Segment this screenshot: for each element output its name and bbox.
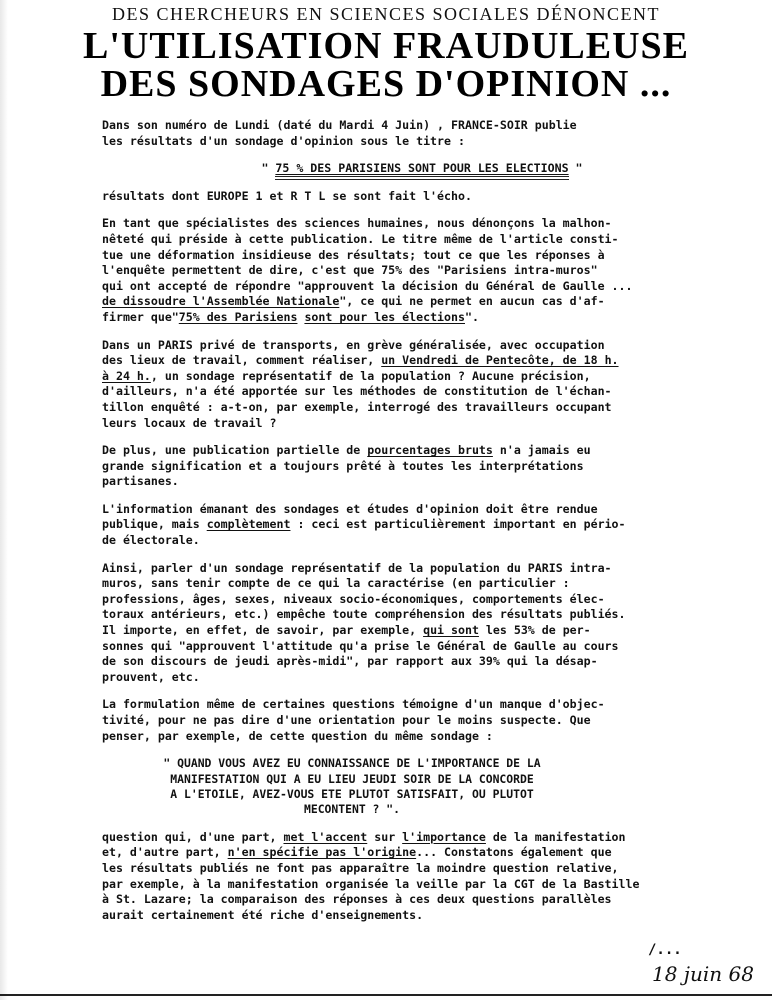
- paragraph-4-part-b: , un sondage représentatif de la population ? Aucune précision, d'ailleurs, n'a été apportée sur les méthodes de constitution de l'échan- tillon enquêté : a-t-on, par exemple, interrogé des travailleurs occupant leurs locaux de travail ?: [102, 368, 612, 430]
- underline-pourcentages: pourcentages bruts: [367, 443, 493, 458]
- underline-importance: l'importance: [402, 829, 486, 844]
- paragraph-9-part-d: ... Constatons également que les résultats publiés ne font pas apparaître la moindre question relative, par exemple, à la manifestation organisée la veille par la CGT de la Bastille à St. Lazare; la comparaison des réponses à ces deux questions parallèles aurait certainement été riche d'enseignements.: [102, 845, 640, 922]
- paragraph-8: La formulation même de certaines questions témoigne d'un manque d'objec- tivité, pour ne pas dire d'une orientation pour le moins suspecte. Que penser, par exemple, de cette question du même sondage :: [102, 697, 605, 743]
- paragraph-5-part-a: De plus, une publication partielle de: [102, 443, 368, 458]
- paragraph-9: [102, 830, 742, 924]
- paragraph-7-part-b: les 53% de per- sonnes qui "approuvent l'attitude qu'a prise le Général de Gaulle au cours de son discours de jeudi après-midi", par rapport aux 39% qui la désap- prouvent, etc.: [102, 623, 619, 684]
- paragraph-7: [102, 561, 742, 686]
- quoted-headline-text: 75 % DES PARISIENS SONT POUR LES ELECTIONS: [275, 161, 568, 180]
- paragraph-6-part-a: L'information émanant des sondages et études d'opinion doit être rendue publique, mais: [102, 501, 598, 532]
- underline-vendredi: un Vendredi de Pentecôte, de 18 h. à 24 h.: [102, 353, 619, 383]
- headline-line-2: DES SONDAGES D'OPINION ...: [100, 63, 672, 105]
- paragraph-3-part-b: ", ce qui ne permet en aucun cas d'af- firmer que": [102, 294, 605, 324]
- underline-pour-elections: sont pour les élections: [304, 309, 465, 324]
- underline-qui-sont: qui sont: [423, 623, 479, 638]
- paragraph-3-part-a: En tant que spécialistes des sciences humaines, nous dénonçons la malhon- nêteté qui préside à cette publication. Le titre même de l'article consti- tue une déformation insidieuse des résultats; tout ce que les réponses à l'enquête permettent de dire, c'est que 75% des "Parisiens intra-muros" qui ont accepté de répondre "approuvent la décision du Général de Gaulle ...: [102, 216, 633, 293]
- paragraph-5: [102, 443, 742, 490]
- paragraph-7-part-a: Ainsi, parler d'un sondage représentatif de la population du PARIS intra- muros, sans tenir compte de ce qui la caractérise (en particulier : professions, âges, sexes, niveaux socio-économiques, comportements élec- toraux antérieurs, etc.) empêche toute compréhension des résultats publiés. Il importe, en effet, de savoir, par exemple,: [102, 560, 626, 638]
- paragraph-6-part-b: : ceci est particulièrement important en pério- de électorale.: [102, 517, 626, 548]
- kicker-line: DES CHERCHEURS EN SCIENCES SOCIALES DÉNONCENT: [111, 4, 661, 24]
- paragraph-1: Dans son numéro de Lundi (daté du Mardi 4 Juin) , FRANCE-SOIR publie les résultats d'un sondage d'opinion sous le titre :: [102, 118, 577, 148]
- underline-completement: complètement: [206, 517, 291, 532]
- quote-close: ": [568, 161, 583, 176]
- underline-origine: n'en spécifie pas l'origine: [227, 845, 417, 860]
- continued-marker: /...: [648, 942, 682, 958]
- scan-edge-shadow: [0, 0, 8, 1000]
- quote-open: ": [261, 161, 276, 176]
- paragraph-2: résultats dont EUROPE 1 et R T L se sont fait l'écho.: [102, 188, 472, 203]
- article-body: [102, 118, 742, 935]
- quoted-headline: [102, 161, 742, 177]
- paragraph-3: [102, 216, 742, 325]
- paragraph-9-part-a: question qui, d'une part,: [102, 829, 284, 844]
- paragraph-3-part-d: ".: [464, 309, 479, 324]
- paragraph-4-part-a: Dans un PARIS privé de transports, en grève généralisée, avec occupation des lieux de travail, comment réaliser,: [102, 337, 605, 368]
- paragraph-6: [102, 502, 742, 549]
- paragraph-5-part-b: n'a jamais eu grande signification et a toujours prêté à toutes les interprétations partisanes.: [102, 443, 591, 489]
- underline-met-accent: met l'accent: [283, 829, 368, 844]
- handwritten-date: 18 juin 68: [652, 962, 754, 986]
- paragraph-9-part-c: de la manifestation et, d'autre part,: [102, 829, 626, 860]
- underline-dissoudre: de dissoudre l'Assemblée Nationale: [102, 294, 340, 309]
- paragraph-9-part-b: sur: [367, 829, 403, 844]
- underline-75-percent: 75% des Parisiens: [178, 309, 298, 324]
- paragraph-4: [102, 338, 742, 432]
- bottom-rule: [0, 994, 772, 996]
- headline-line-1: L'UTILISATION FRAUDULEUSE: [82, 25, 690, 67]
- survey-question: " QUAND VOUS AVEZ EU CONNAISSANCE DE L'IMPORTANCE DE LA MANIFESTATION QUI A EU LIEU JEUDI SOIR DE LA CONCORDE A L'ETOILE, AVEZ-VOUS ETE PLUTOT SATISFAIT, OU PLUTOT MECONTENT ? ".: [163, 756, 541, 817]
